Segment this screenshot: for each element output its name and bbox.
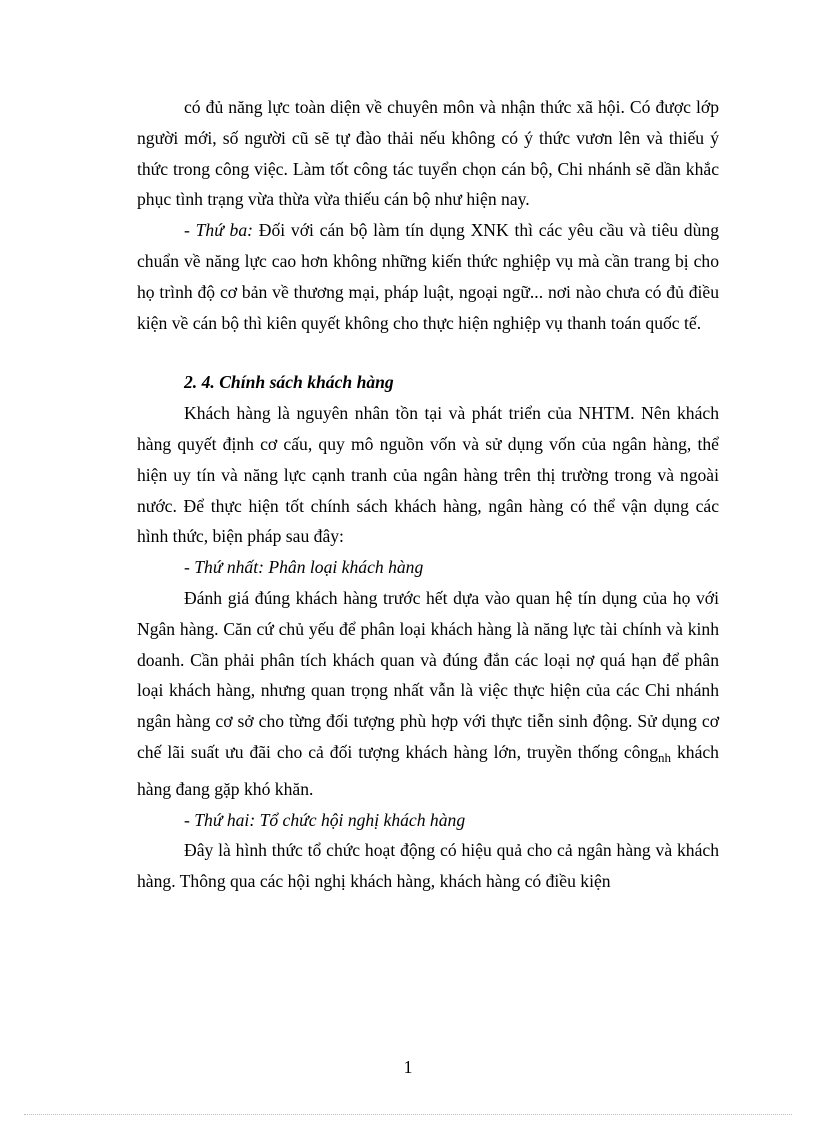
page-edge-divider bbox=[24, 1114, 792, 1115]
section-heading: 2. 4. Chính sách khách hàng bbox=[184, 372, 394, 393]
paragraph-text: Đối với cán bộ làm tín dụng XNK thì các yêu cầu và tiêu dùng chuẩn về năng lực cao hơn không những kiến thức nghiệp vụ mà cần trang bị cho họ trình độ cơ bản về thương mại, pháp luật, ngoại ngữ... nơi nào chưa có đủ điều kiện về cán bộ thì kiên quyết không cho thực hiện nghiệp vụ thanh toán quốc tế. bbox=[137, 220, 719, 333]
paragraph-customers bbox=[137, 398, 719, 552]
paragraph-text: Đây là hình thức tổ chức hoạt động có hiệu quả cho cả ngân hàng và khách hàng. Thông qua các hội nghị khách hàng, khách hàng có điều kiện bbox=[137, 840, 719, 892]
paragraph-text: Khách hàng là nguyên nhân tồn tại và phát triển của NHTM. Nên khách hàng quyết định cơ cấu, quy mô nguồn vốn và sử dụng vốn của ngân hàng, thể hiện uy tín và năng lực cạnh tranh của ngân hàng trên thị trường trong và ngoài nước. Để thực hiện tốt chính sách khách hàng, ngân hàng có thể vận dụng các hình thức, biện pháp sau đây: bbox=[137, 403, 719, 547]
document-body bbox=[137, 92, 719, 897]
subheading-thu-hai: - Thứ hai: Tổ chức hội nghị khách hàng bbox=[184, 809, 466, 830]
paragraph-thu-ba bbox=[137, 215, 719, 338]
text-fragment: nh bbox=[658, 749, 672, 765]
page-number: 1 bbox=[403, 1057, 413, 1077]
paragraph-text: có đủ năng lực toàn diện về chuyên môn và nhận thức xã hội. Có được lớp người mới, số người cũ sẽ tự đào thải nếu không có ý thức vươn lên và thiếu ý thức trong công việc. Làm tốt công tác tuyển chọn cán bộ, Chi nhánh sẽ dần khắc phục tình trạng vừa thừa vừa thiếu cán bộ như hiện nay. bbox=[137, 97, 719, 210]
paragraph-continuation bbox=[137, 92, 719, 215]
paragraph-conference bbox=[137, 835, 719, 897]
thu-ba-label: - Thứ ba: bbox=[184, 220, 254, 241]
paragraph-text: Đánh giá đúng khách hàng trước hết dựa vào quan hệ tín dụng của họ với Ngân hàng. Căn cứ chủ yếu để phân loại khách hàng là năng lực tài chính và kinh doanh. Cần phải phân tích khách quan và đúng đắn các loại nợ quá hạn để phân loại khách hàng, nhưng quan trọng nhất vẫn là việc thực hiện của các Chi nhánh ngân hàng cơ sở cho từng đối tượng phù hợp với thực tiễn sinh động. Sử dụng cơ chế lãi suất ưu đãi cho cả đối tượng khách hàng lớn, truyền thống công bbox=[137, 587, 719, 762]
subheading-thu-nhat: - Thứ nhất: Phân loại khách hàng bbox=[184, 557, 424, 578]
paragraph-classification bbox=[137, 583, 719, 805]
paragraph-text: khách hàng đang gặp khó khăn. bbox=[137, 741, 719, 799]
